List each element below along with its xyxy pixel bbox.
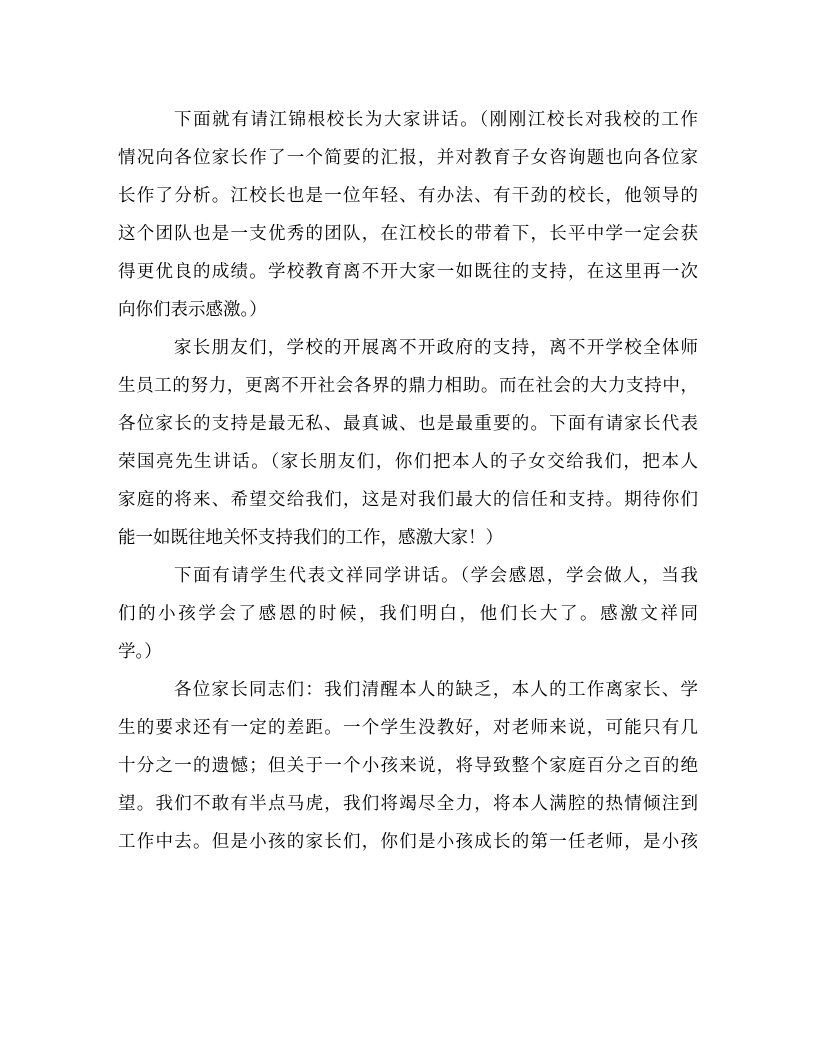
text-line: 各位家长的支持是最无私、最真诚、也是最重要的。下面有请家长代表	[118, 414, 698, 434]
text-line: 十分之一的遗憾；但关于一个小孩来说，将导致整个家庭百分之百的绝	[118, 756, 698, 776]
text-line: 向你们表示感激。）	[118, 300, 267, 320]
text-line: 各位家长同志们：我们清醒本人的缺乏，本人的工作离家长、学	[174, 680, 698, 700]
text-line: 这个团队也是一支优秀的团队，在江校长的带着下，长平中学一定会获	[118, 224, 698, 244]
text-line: 生的要求还有一定的差距。一个学生没教好，对老师来说，可能只有几	[118, 718, 698, 738]
text-line: 荣国亮先生讲话。（家长朋友们，你们把本人的子女交给我们，把本人	[118, 452, 698, 472]
paragraph-principal-speech	[118, 101, 698, 329]
document-body	[118, 101, 698, 861]
text-line: 们的小孩学会了感恩的时候，我们明白，他们长大了。感激文祥同	[118, 604, 698, 624]
text-line: 能一如既往地关怀支持我们的工作，感激大家！）	[118, 528, 503, 548]
text-line: 生员工的努力，更离不开社会各界的鼎力相助。而在社会的大力支持中，	[118, 376, 698, 396]
paragraph-address-to-parents	[118, 671, 698, 861]
text-line: 家庭的将来、希望交给我们，这是对我们最大的信任和支持。期待你们	[118, 490, 698, 510]
text-line: 下面就有请江锦根校长为大家讲话。（刚刚江校长对我校的工作	[174, 110, 698, 130]
text-line: 学。）	[118, 642, 162, 662]
paragraph-parent-representative	[118, 329, 698, 557]
text-line: 得更优良的成绩。学校教育离不开大家一如既往的支持，在这里再一次	[118, 262, 698, 282]
text-line: 望。我们不敢有半点马虎，我们将竭尽全力，将本人满腔的热情倾注到	[118, 794, 698, 814]
text-line: 工作中去。但是小孩的家长们，你们是小孩成长的第一任老师，是小孩	[118, 832, 698, 852]
text-line: 家长朋友们，学校的开展离不开政府的支持，离不开学校全体师	[174, 338, 698, 358]
paragraph-student-representative	[118, 557, 698, 671]
text-line: 下面有请学生代表文祥同学讲话。（学会感恩，学会做人，当我	[174, 566, 698, 586]
text-line: 情况向各位家长作了一个简要的汇报，并对教育子女咨询题也向各位家	[118, 148, 698, 168]
text-line: 长作了分析。江校长也是一位年轻、有办法、有干劲的校长，他领导的	[118, 186, 698, 206]
